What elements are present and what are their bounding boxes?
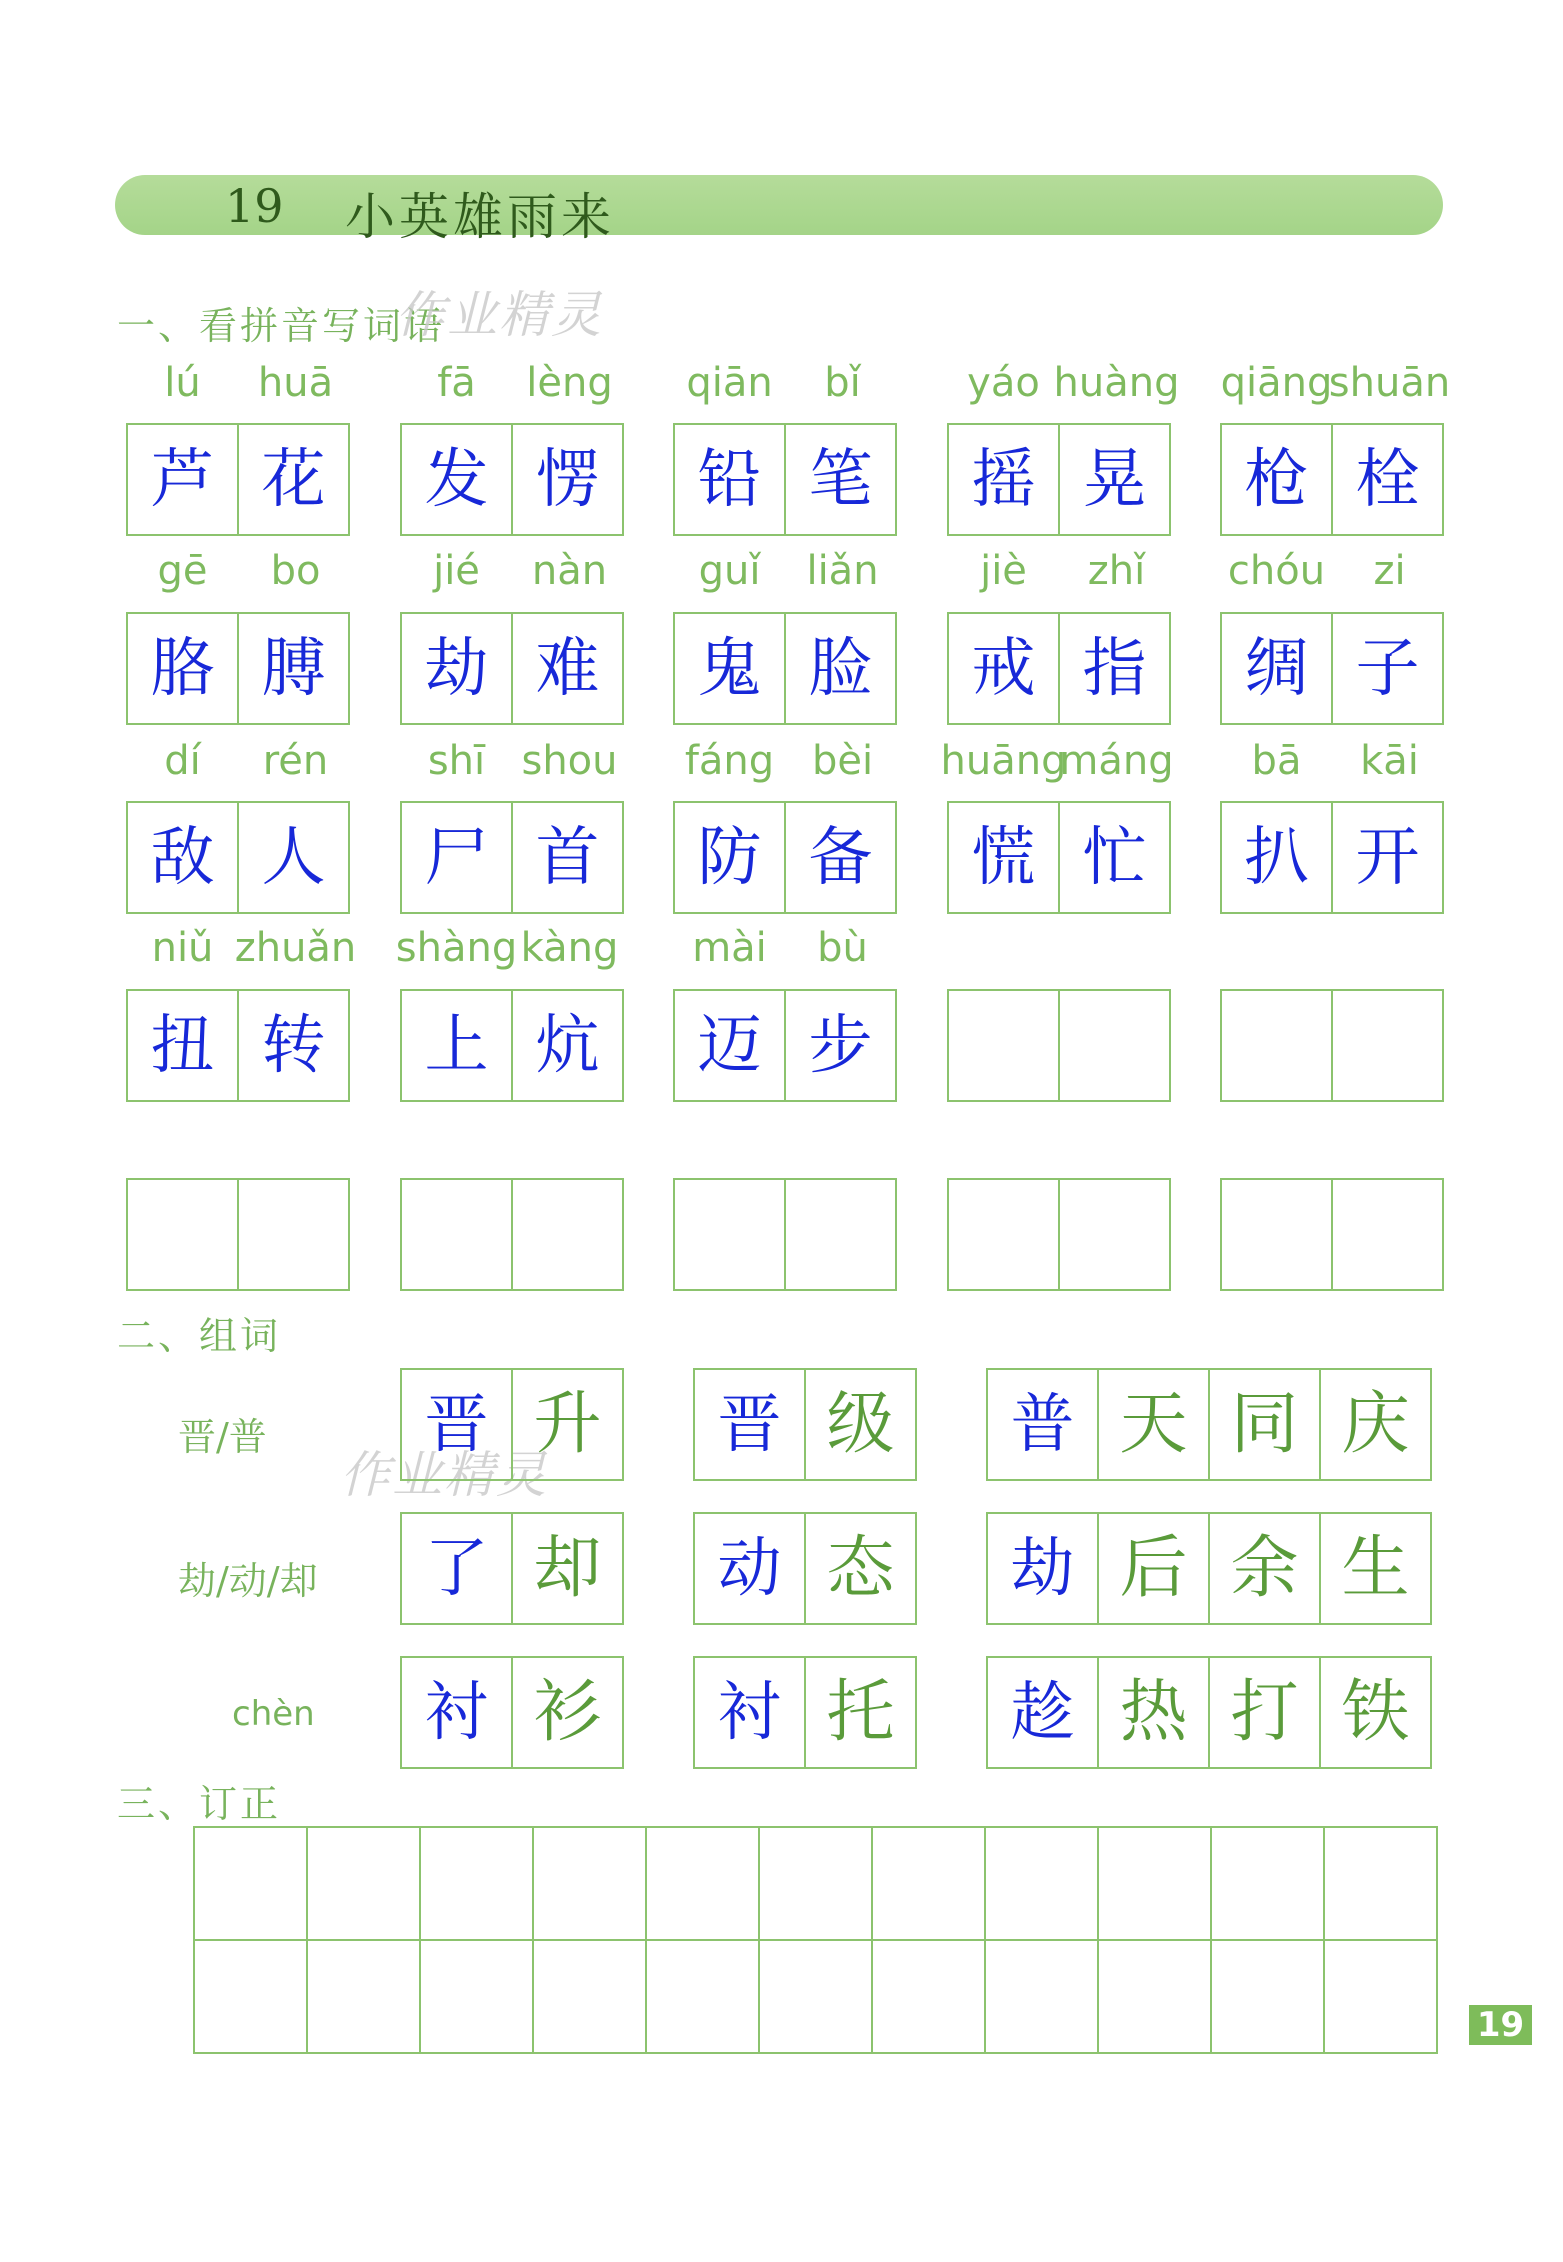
zuci-cell[interactable]: 同 (1208, 1368, 1321, 1481)
watermark-2: 作业精灵 (340, 1446, 548, 1504)
answer-cell[interactable]: 笔 (784, 423, 897, 536)
zuci-cell[interactable]: 庆 (1319, 1368, 1432, 1481)
answer-cell[interactable]: 扒 (1220, 801, 1333, 914)
zuci-cell[interactable]: 却 (511, 1512, 624, 1625)
zuci-cell[interactable]: 后 (1097, 1512, 1210, 1625)
zuci-prompt: 劫/动/却 (178, 1559, 318, 1603)
answer-cell[interactable]: 鬼 (673, 612, 786, 725)
zuci-cell[interactable]: 了 (400, 1512, 513, 1625)
pinyin-label: shou (521, 738, 618, 784)
pinyin-label: bā (1251, 738, 1302, 784)
watermark: 作业精灵 (395, 286, 603, 344)
pinyin-label: nàn (531, 548, 608, 594)
answer-cell[interactable]: 指 (1058, 612, 1171, 725)
answer-cell[interactable] (126, 1178, 239, 1291)
pinyin-label: dí (164, 738, 201, 784)
pinyin-label: shàng (395, 925, 518, 971)
zuci-cell[interactable]: 衬 (400, 1656, 513, 1769)
answer-cell[interactable]: 花 (237, 423, 350, 536)
zuci-cell[interactable]: 晋 (693, 1368, 806, 1481)
pinyin-label: jiè (980, 548, 1027, 594)
answer-cell[interactable]: 膊 (237, 612, 350, 725)
answer-cell[interactable] (237, 1178, 350, 1291)
answer-cell[interactable]: 慌 (947, 801, 1060, 914)
pinyin-label: huāng (940, 738, 1067, 784)
zuci-cell[interactable]: 动 (693, 1512, 806, 1625)
correction-grid (193, 1826, 1438, 2054)
pinyin-label: bù (817, 925, 868, 971)
answer-cell[interactable]: 上 (400, 989, 513, 1102)
answer-cell[interactable] (784, 1178, 897, 1291)
pinyin-label: bǐ (824, 360, 861, 406)
zuci-prompt: chèn (232, 1694, 315, 1734)
answer-cell[interactable] (1058, 1178, 1171, 1291)
pinyin-label: máng (1059, 738, 1174, 784)
pinyin-label: bèi (811, 738, 874, 784)
answer-cell[interactable]: 扭 (126, 989, 239, 1102)
zuci-cell[interactable]: 热 (1097, 1656, 1210, 1769)
section-title-pinyin: 一、看拼音写词语 (117, 304, 446, 348)
pinyin-label: kàng (520, 925, 619, 971)
lesson-title: 小英雄雨来 (345, 188, 615, 246)
answer-cell[interactable] (1220, 989, 1333, 1102)
pinyin-label: jié (433, 548, 480, 594)
answer-cell[interactable]: 子 (1331, 612, 1444, 725)
zuci-cell[interactable]: 衫 (511, 1656, 624, 1769)
page-number: 19 (1469, 2005, 1532, 2045)
pinyin-label: gē (157, 548, 208, 594)
answer-cell[interactable]: 防 (673, 801, 786, 914)
answer-cell[interactable]: 枪 (1220, 423, 1333, 536)
pinyin-label: kāi (1360, 738, 1419, 784)
zuci-cell[interactable]: 晋 (400, 1368, 513, 1481)
pinyin-label: mài (692, 925, 767, 971)
zuci-cell[interactable]: 普 (986, 1368, 1099, 1481)
zuci-prompt: 晋/普 (178, 1415, 267, 1459)
answer-cell[interactable]: 戒 (947, 612, 1060, 725)
zuci-cell[interactable]: 趁 (986, 1656, 1099, 1769)
answer-cell[interactable]: 炕 (511, 989, 624, 1102)
lesson-number: 19 (225, 179, 284, 233)
zuci-cell[interactable]: 升 (511, 1368, 624, 1481)
answer-cell[interactable]: 首 (511, 801, 624, 914)
answer-cell[interactable]: 晃 (1058, 423, 1171, 536)
answer-cell[interactable]: 胳 (126, 612, 239, 725)
zuci-cell[interactable]: 劫 (986, 1512, 1099, 1625)
zuci-cell[interactable]: 天 (1097, 1368, 1210, 1481)
pinyin-label: shuān (1328, 360, 1451, 406)
pinyin-label: huā (257, 360, 334, 406)
answer-cell[interactable]: 难 (511, 612, 624, 725)
zuci-cell[interactable]: 铁 (1319, 1656, 1432, 1769)
answer-cell[interactable] (1331, 1178, 1444, 1291)
answer-cell[interactable]: 芦 (126, 423, 239, 536)
answer-cell[interactable]: 脸 (784, 612, 897, 725)
answer-cell[interactable]: 敌 (126, 801, 239, 914)
zuci-cell[interactable]: 态 (804, 1512, 917, 1625)
zuci-cell[interactable]: 级 (804, 1368, 917, 1481)
answer-cell[interactable]: 绸 (1220, 612, 1333, 725)
section-title-zuci: 二、组词 (117, 1314, 282, 1358)
pinyin-label: chóu (1227, 548, 1326, 594)
zuci-cell[interactable]: 打 (1208, 1656, 1321, 1769)
answer-cell[interactable] (947, 989, 1060, 1102)
answer-cell[interactable]: 开 (1331, 801, 1444, 914)
answer-cell[interactable]: 劫 (400, 612, 513, 725)
answer-cell[interactable]: 迈 (673, 989, 786, 1102)
answer-cell[interactable] (511, 1178, 624, 1291)
answer-cell[interactable] (947, 1178, 1060, 1291)
section-title-correction: 三、订正 (117, 1782, 282, 1826)
pinyin-label: rén (262, 738, 329, 784)
pinyin-label: niǔ (151, 925, 214, 971)
answer-cell[interactable] (673, 1178, 786, 1291)
pinyin-label: qiān (686, 360, 773, 406)
answer-cell[interactable]: 铅 (673, 423, 786, 536)
pinyin-label: liǎn (806, 548, 879, 594)
answer-cell[interactable]: 愣 (511, 423, 624, 536)
answer-cell[interactable] (400, 1178, 513, 1291)
pinyin-label: lèng (526, 360, 613, 406)
zuci-cell[interactable]: 生 (1319, 1512, 1432, 1625)
pinyin-label: guǐ (698, 548, 761, 594)
pinyin-label: shī (427, 738, 486, 784)
zuci-cell[interactable]: 余 (1208, 1512, 1321, 1625)
pinyin-label: fā (437, 360, 476, 406)
answer-cell[interactable]: 摇 (947, 423, 1060, 536)
answer-cell[interactable]: 忙 (1058, 801, 1171, 914)
answer-cell[interactable]: 转 (237, 989, 350, 1102)
pinyin-label: zhuǎn (234, 925, 357, 971)
pinyin-label: yáo (967, 360, 1040, 406)
answer-cell[interactable]: 发 (400, 423, 513, 536)
answer-cell[interactable] (1331, 989, 1444, 1102)
pinyin-label: zhǐ (1087, 548, 1146, 594)
answer-cell[interactable] (1220, 1178, 1333, 1291)
pinyin-label: zi (1373, 548, 1406, 594)
pinyin-label: qiāng (1220, 360, 1333, 406)
answer-cell[interactable]: 尸 (400, 801, 513, 914)
answer-cell[interactable] (1058, 989, 1171, 1102)
pinyin-label: bo (270, 548, 321, 594)
title-bar (115, 175, 1443, 246)
answer-cell[interactable]: 步 (784, 989, 897, 1102)
zuci-cell[interactable]: 衬 (693, 1656, 806, 1769)
answer-cell[interactable]: 备 (784, 801, 897, 914)
pinyin-label: huàng (1053, 360, 1180, 406)
zuci-cell[interactable]: 托 (804, 1656, 917, 1769)
pinyin-label: lú (164, 360, 201, 406)
pinyin-label: fáng (684, 738, 775, 784)
answer-cell[interactable]: 人 (237, 801, 350, 914)
answer-cell[interactable]: 栓 (1331, 423, 1444, 536)
